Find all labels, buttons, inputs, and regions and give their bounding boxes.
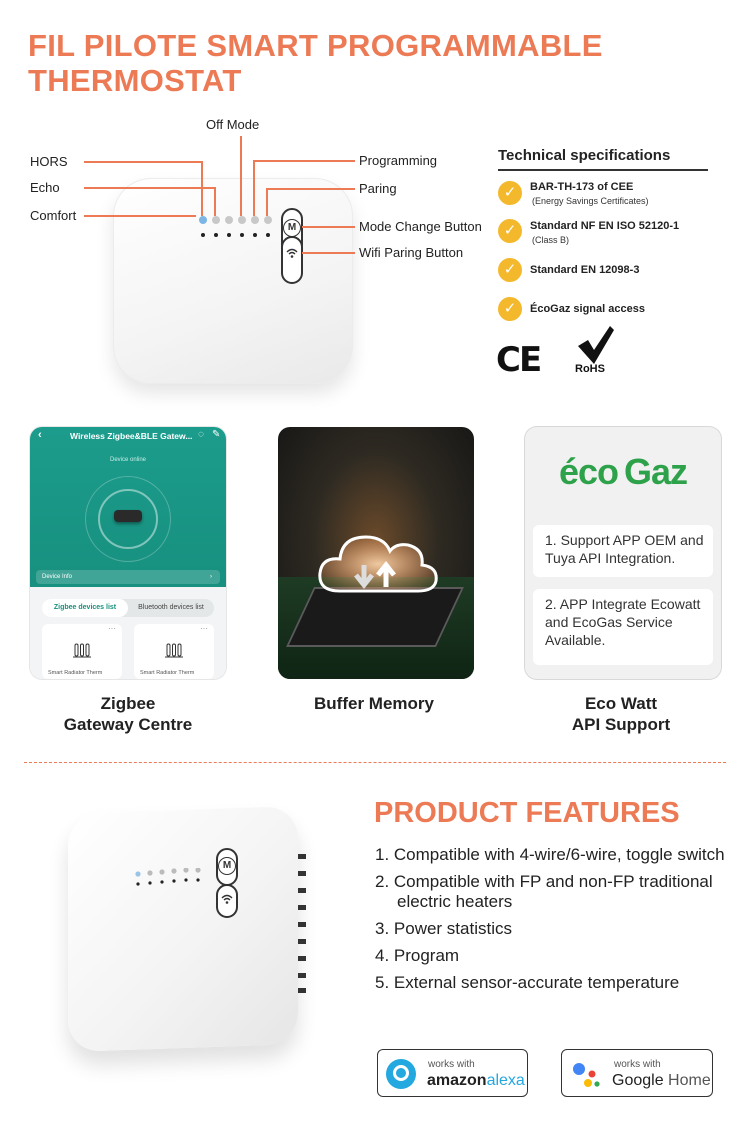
check-icon: ✓ xyxy=(498,297,522,321)
caption-buffer xyxy=(276,693,472,714)
spec-item-main: ÉcoGaz signal access xyxy=(530,303,645,315)
thermostat-device xyxy=(113,178,353,384)
label-comfort: Comfort xyxy=(30,208,77,223)
callout-line xyxy=(84,187,215,189)
device-tile[interactable] xyxy=(42,624,122,679)
eco-watt-card xyxy=(525,427,721,679)
paring-led-icon xyxy=(264,216,272,224)
more-icon: ··· xyxy=(200,624,208,633)
eco-info-box-1: 1. Support APP OEM and Tuya API Integration. xyxy=(533,525,713,577)
callout-line xyxy=(253,160,355,162)
caption-line: API Support xyxy=(571,715,671,734)
check-icon: ✓ xyxy=(498,181,522,205)
device-tile[interactable] xyxy=(134,624,214,679)
logo-part-gaz: Gaz xyxy=(624,451,688,492)
google-brand-b: Home xyxy=(668,1072,711,1089)
google-home-badge xyxy=(561,1049,713,1097)
ecogaz-logo xyxy=(525,451,721,493)
caption-line: Eco Watt xyxy=(584,694,658,713)
spec-divider xyxy=(498,169,708,171)
label-mode-change-button: Mode Change Button xyxy=(359,219,482,234)
alexa-badge xyxy=(377,1049,528,1097)
ce-mark: CE xyxy=(496,340,541,380)
gateway-device-icon xyxy=(114,510,142,522)
callout-line xyxy=(266,188,355,190)
device-tile-label: Smart Radiator Therm xyxy=(140,670,195,676)
caption-line: Buffer Memory xyxy=(314,694,434,713)
label-wifi-paring-button: Wifi Paring Button xyxy=(359,245,464,260)
spec-item-main: Standard EN 12098-3 xyxy=(530,264,640,276)
callout-line xyxy=(253,160,255,216)
label-echo: Echo xyxy=(30,180,60,195)
page-title xyxy=(28,28,668,98)
alexa-works-with: works with xyxy=(428,1059,475,1070)
google-assistant-icon xyxy=(570,1060,602,1090)
led-dot xyxy=(227,233,231,237)
google-brand-a: Google xyxy=(612,1072,664,1089)
tab-bluetooth-devices[interactable]: Bluetooth devices list xyxy=(138,604,204,611)
logo-part-eco: éco xyxy=(558,451,618,492)
alexa-icon xyxy=(386,1059,416,1089)
label-paring: Paring xyxy=(359,181,397,196)
label-off-mode: Off Mode xyxy=(206,117,260,132)
echo-led-icon xyxy=(212,216,220,224)
radiator-icon xyxy=(72,640,92,660)
cloud-icon xyxy=(312,525,442,599)
app-top-bar xyxy=(30,427,226,445)
alexa-brand-b: alexa xyxy=(486,1072,525,1089)
wifi-icon xyxy=(220,892,234,906)
mode-m-icon: M xyxy=(283,219,301,237)
app-title: Wireless Zigbee&BLE Gatew... xyxy=(70,431,193,441)
led-dot xyxy=(214,233,218,237)
features-title: PRODUCT FEATURES xyxy=(374,797,680,829)
product-led-row xyxy=(134,868,214,890)
device-info-row[interactable] xyxy=(36,570,220,584)
device-status: Device online xyxy=(109,457,147,463)
edit-icon[interactable]: ✎ xyxy=(212,429,221,440)
chevron-right-icon: › xyxy=(210,574,212,580)
device-info-label: Device Info xyxy=(42,574,73,580)
alexa-brand-a: amazon xyxy=(427,1072,487,1089)
more-icon: ··· xyxy=(108,624,116,633)
device-tile-label: Smart Radiator Therm xyxy=(48,670,103,676)
callout-line xyxy=(302,226,355,228)
comfort-led-icon xyxy=(225,216,233,224)
title-line-2: THERMOSTAT xyxy=(28,63,242,98)
callout-line xyxy=(302,252,355,254)
wifi-icon xyxy=(285,246,299,260)
spec-item-sub: (Energy Savings Certificates) xyxy=(532,196,649,206)
led-dot xyxy=(266,233,270,237)
caption-zigbee xyxy=(30,693,226,735)
feature-item: 2. Compatible with FP and non-FP traditional electric heaters xyxy=(375,872,713,911)
check-icon: ✓ xyxy=(498,219,522,243)
caption-line: Zigbee xyxy=(100,694,156,713)
check-icon: ✓ xyxy=(498,258,522,282)
rohs-mark: RoHS xyxy=(575,363,605,375)
callout-line xyxy=(84,215,196,217)
spec-item-main: Standard NF EN ISO 52120-1 xyxy=(530,220,680,232)
feature-item: 3. Power statistics xyxy=(375,919,512,938)
spec-item-sub: (Class B) xyxy=(532,235,570,245)
back-chevron-icon[interactable]: ‹ xyxy=(38,429,42,441)
caption-line: Gateway Centre xyxy=(63,715,193,734)
hors-led-icon xyxy=(199,216,207,224)
label-hors: HORS xyxy=(30,154,68,169)
callout-line xyxy=(84,161,202,163)
shield-icon[interactable]: ◌ xyxy=(198,429,204,440)
title-line-1: FIL PILOTE SMART PROGRAMMABLE xyxy=(28,28,603,63)
programming-led-icon xyxy=(251,216,259,224)
product-m-icon: M xyxy=(218,857,236,875)
label-programming: Programming xyxy=(359,153,438,168)
tab-zigbee-devices[interactable]: Zigbee devices list xyxy=(42,599,128,617)
alexa-ring xyxy=(393,1065,409,1081)
spec-item-main: BAR-TH-173 of CEE xyxy=(530,181,634,193)
vent-slots xyxy=(298,854,308,994)
led-dot xyxy=(253,233,257,237)
thermostat-product-image xyxy=(68,806,298,1052)
led-dot xyxy=(240,233,244,237)
feature-item: 1. Compatible with 4-wire/6-wire, toggle switch xyxy=(375,845,725,864)
callout-line xyxy=(266,188,268,216)
feature-item: 5. External sensor-accurate temperature xyxy=(375,973,680,992)
spec-title: Technical specifications xyxy=(498,147,671,164)
led-dot xyxy=(201,233,205,237)
radiator-icon xyxy=(164,640,184,660)
eco-info-box-2: 2. APP Integrate Ecowatt and EcoGas Service Available. xyxy=(533,589,713,665)
section-divider xyxy=(24,762,726,763)
google-works-with: works with xyxy=(614,1059,661,1070)
buffer-memory-card xyxy=(278,427,474,679)
callout-line xyxy=(240,136,242,216)
zigbee-app-card xyxy=(30,427,226,679)
features-list xyxy=(375,845,735,1000)
feature-item: 4. Program xyxy=(375,946,460,965)
caption-eco-watt xyxy=(523,693,719,735)
alexa-brand xyxy=(427,1072,525,1090)
google-brand xyxy=(612,1072,711,1090)
callout-line xyxy=(201,161,203,216)
off-mode-led-icon xyxy=(238,216,246,224)
callout-line xyxy=(214,187,216,216)
